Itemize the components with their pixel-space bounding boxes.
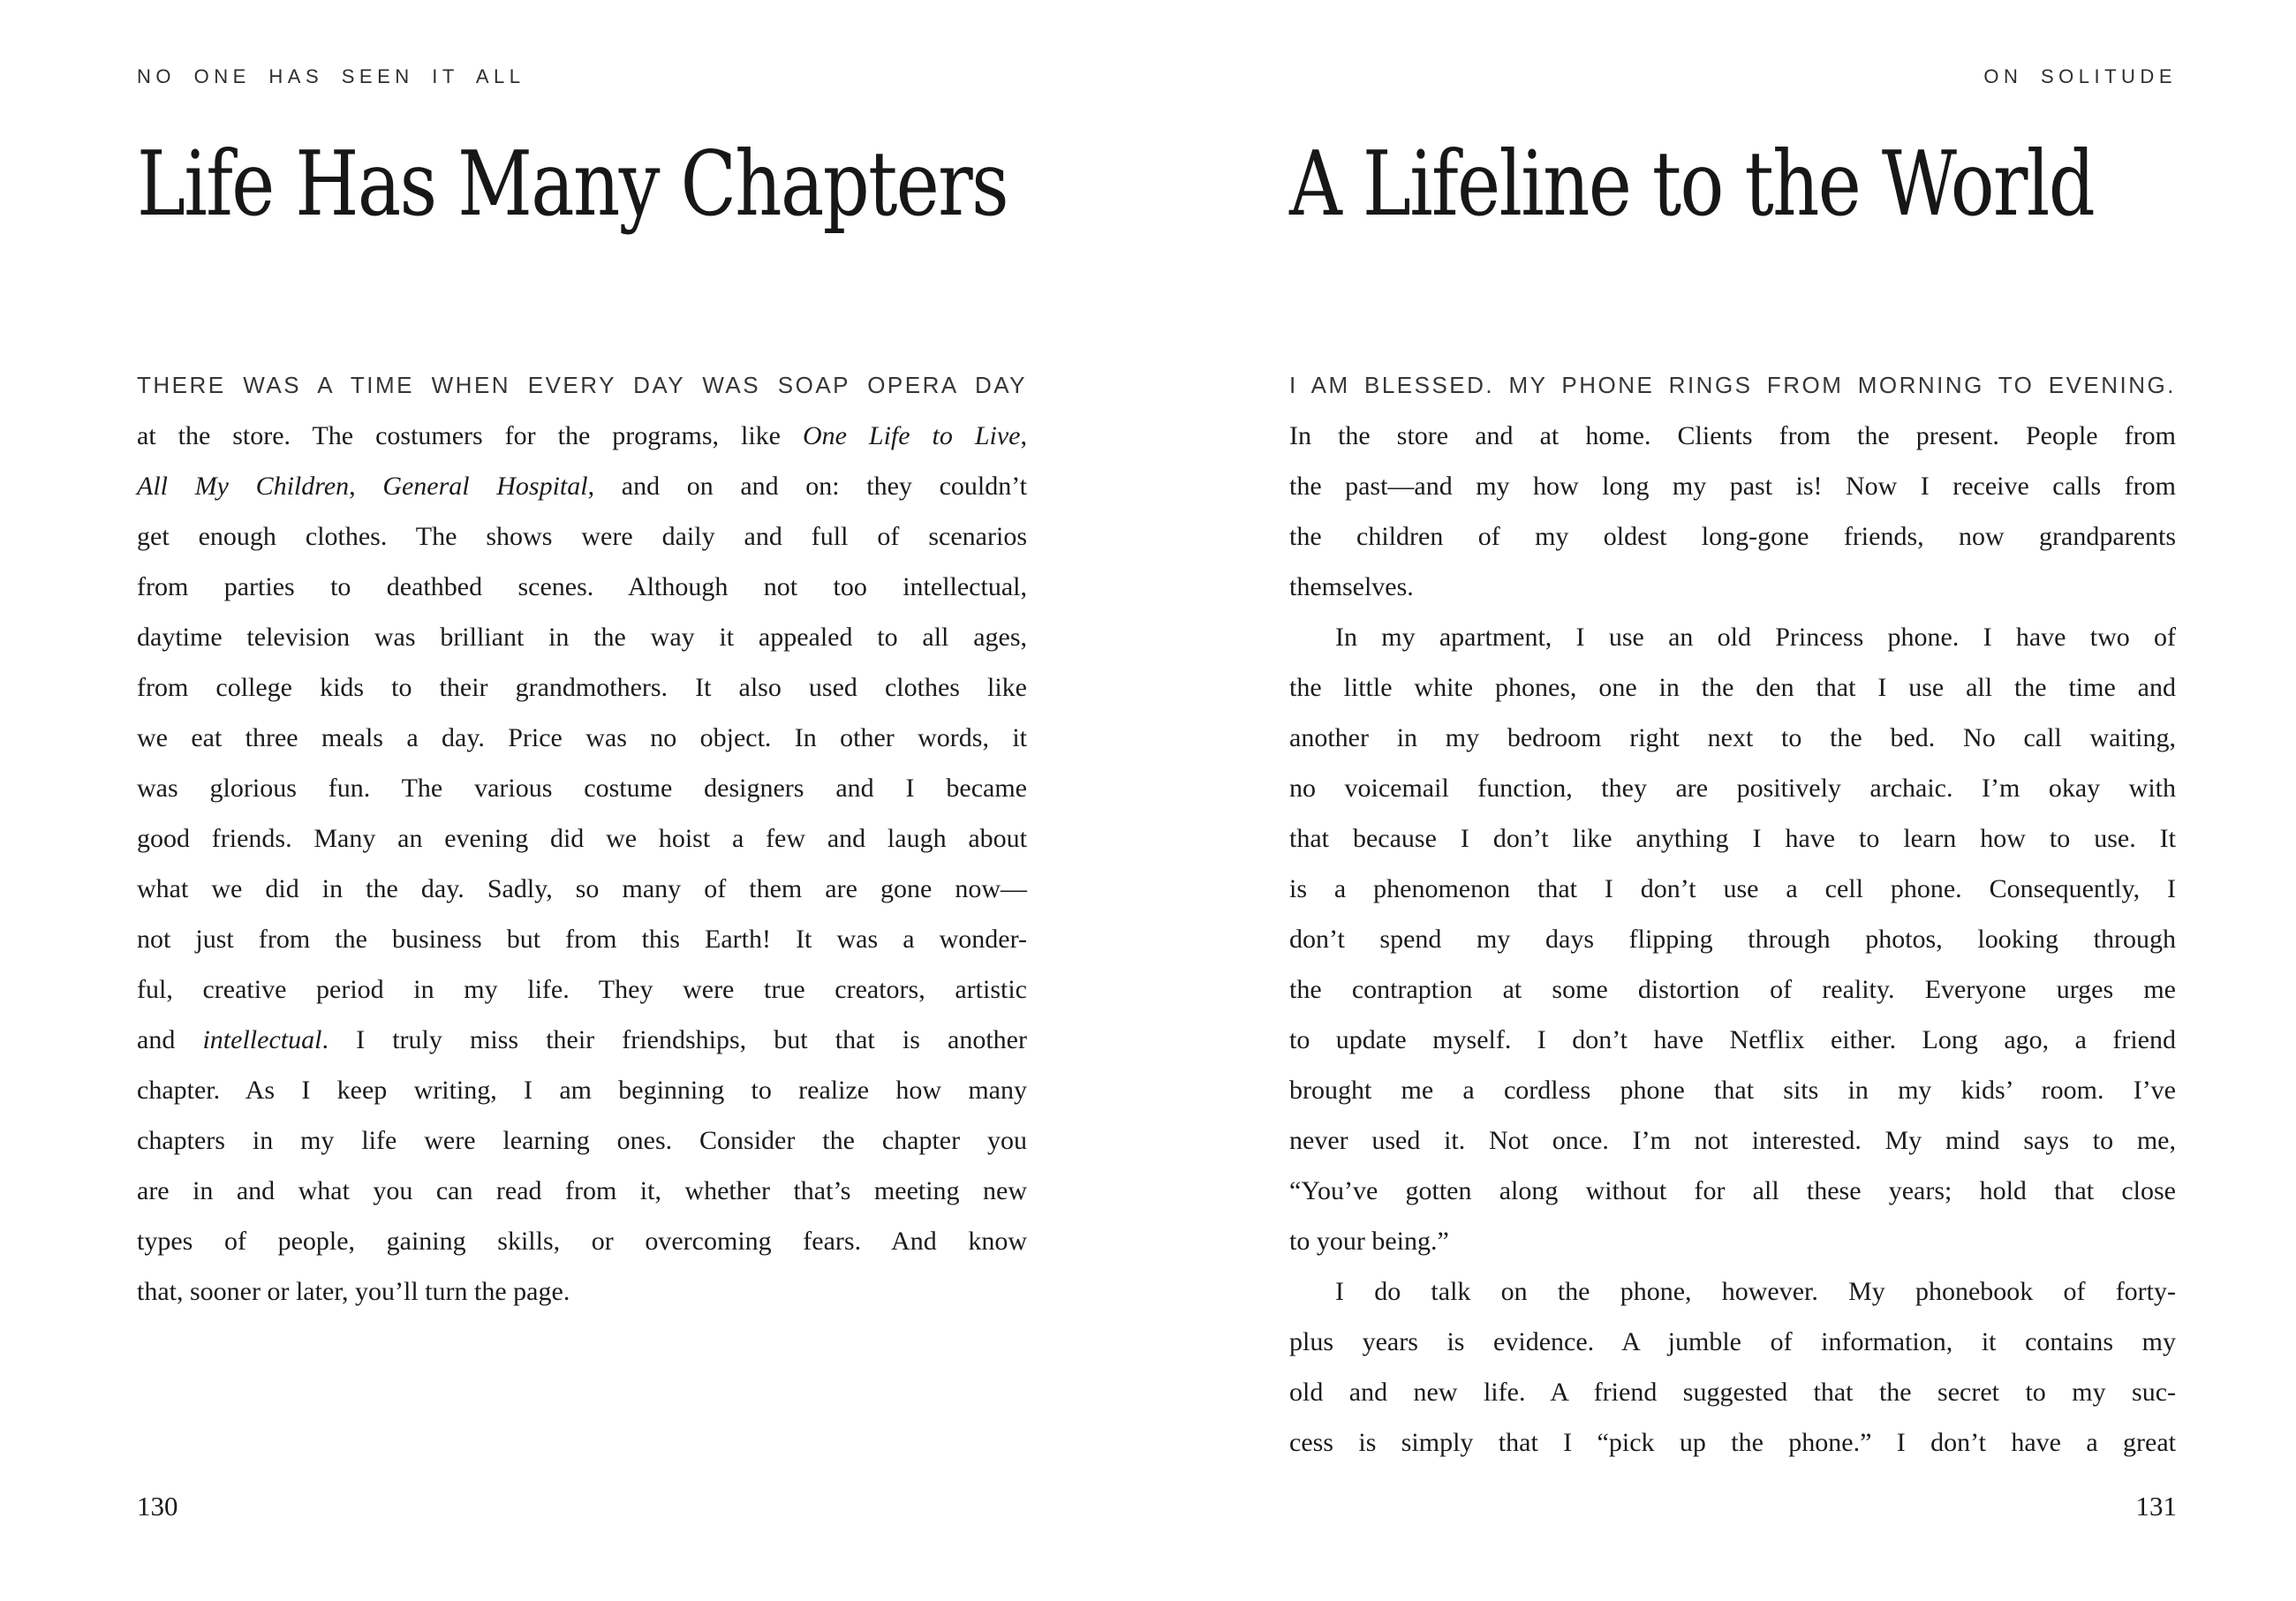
body-line: we eat three meals a day. Price was no object. In other words, it bbox=[137, 723, 1027, 752]
body-line: In the store and at home. Clients from the present. People from bbox=[1289, 421, 2176, 450]
body-line: old and new life. A friend suggested that the secret to my suc- bbox=[1289, 1378, 2176, 1407]
body-text bbox=[1289, 360, 2176, 1468]
body-line: types of people, gaining skills, or overcoming fears. And know bbox=[137, 1227, 1027, 1256]
body-line: ful, creative period in my life. They were true creators, artistic bbox=[137, 975, 1027, 1004]
body-lead-in-line: I AM BLESSED. MY PHONE RINGS FROM MORNING TO EVENING. bbox=[1289, 372, 2176, 398]
body-line: the past—and my how long my past is! Now I receive calls from bbox=[1289, 472, 2176, 501]
body-line: don’t spend my days flipping through photos, looking through bbox=[1289, 925, 2176, 954]
body-line: not just from the business but from this Earth! It was a wonder- bbox=[137, 925, 1027, 954]
body-line: that because I don’t like anything I have to learn how to use. It bbox=[1289, 824, 2176, 853]
body-line: to update myself. I don’t have Netflix either. Long ago, a friend bbox=[1289, 1025, 2176, 1054]
body-line: In my apartment, I use an old Princess phone. I have two of bbox=[1335, 623, 2176, 652]
body-line: that, sooner or later, you’ll turn the page. bbox=[137, 1277, 570, 1306]
body-line: All My Children, General Hospital, and on and on: they couldn’t bbox=[137, 472, 1028, 501]
body-line: at the store. The costumers for the programs, like One Life to Live, bbox=[137, 421, 1027, 450]
body-line: get enough clothes. The shows were daily and full of scenarios bbox=[137, 522, 1027, 551]
page-right bbox=[1148, 0, 2296, 1601]
body-line: daytime television was brilliant in the way it appealed to all ages, bbox=[137, 623, 1027, 652]
body-line: brought me a cordless phone that sits in my kids’ room. I’ve bbox=[1289, 1076, 2176, 1105]
running-head-left: NO ONE HAS SEEN IT ALL bbox=[137, 65, 525, 87]
body-line: from college kids to their grandmothers. It also used clothes like bbox=[137, 673, 1027, 702]
body-line: themselves. bbox=[1289, 572, 1414, 601]
body-line: and intellectual. I truly miss their friendships, but that is another bbox=[137, 1025, 1027, 1054]
running-head-right: ON SOLITUDE bbox=[1983, 65, 2177, 87]
chapter-title-right bbox=[1289, 132, 2270, 236]
body-lead-in-line: THERE WAS A TIME WHEN EVERY DAY WAS SOAP OPERA DAY bbox=[137, 372, 1027, 398]
body-line: another in my bedroom right next to the bed. No call waiting, bbox=[1289, 723, 2176, 752]
body-line: I do talk on the phone, however. My phonebook of forty- bbox=[1335, 1277, 2176, 1306]
body-line: the little white phones, one in the den that I use all the time and bbox=[1289, 673, 2176, 702]
body-line: cess is simply that I “pick up the phone.” I don’t have a great bbox=[1289, 1428, 2176, 1457]
body-line: plus years is evidence. A jumble of information, it contains my bbox=[1289, 1327, 2176, 1356]
body-line: no voicemail function, they are positively archaic. I’m okay with bbox=[1289, 774, 2176, 803]
body-line: to your being.” bbox=[1289, 1227, 1449, 1256]
page-number-left: 130 bbox=[137, 1491, 178, 1522]
body-line: was glorious fun. The various costume designers and I became bbox=[137, 774, 1027, 803]
body-text bbox=[137, 360, 1027, 1317]
body-line: is a phenomenon that I don’t use a cell phone. Consequently, I bbox=[1289, 874, 2176, 903]
body-line: good friends. Many an evening did we hoist a few and laugh about bbox=[137, 824, 1027, 853]
body-line: chapters in my life were learning ones. Consider the chapter you bbox=[137, 1126, 1027, 1155]
body-line: what we did in the day. Sadly, so many of them are gone now— bbox=[137, 874, 1027, 903]
body-line: are in and what you can read from it, whether that’s meeting new bbox=[137, 1176, 1027, 1205]
body-line: from parties to deathbed scenes. Although not too intellectual, bbox=[137, 572, 1027, 601]
body-line: chapter. As I keep writing, I am beginning to realize how many bbox=[137, 1076, 1027, 1105]
page-number-right: 131 bbox=[2135, 1491, 2177, 1522]
body-line: the children of my oldest long-gone friends, now grandparents bbox=[1289, 522, 2176, 551]
chapter-title-right-text: A Lifeline to the World bbox=[1289, 132, 2095, 236]
body-line: never used it. Not once. I’m not interested. My mind says to me, bbox=[1289, 1126, 2176, 1155]
body-line: the contraption at some distortion of reality. Everyone urges me bbox=[1289, 975, 2176, 1004]
body-line: “You’ve gotten along without for all these years; hold that close bbox=[1289, 1176, 2176, 1205]
chapter-title-left bbox=[137, 132, 1198, 236]
chapter-title-left-text: Life Has Many Chapters bbox=[137, 132, 1008, 236]
